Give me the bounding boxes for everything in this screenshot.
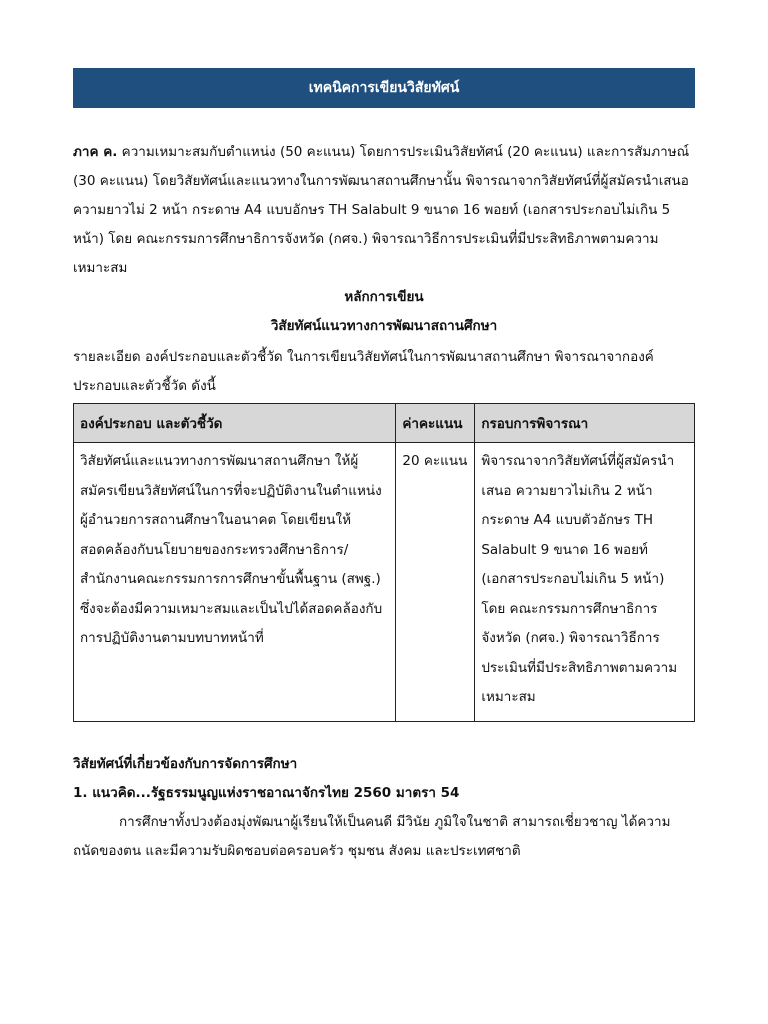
principles-title: หลักการเขียน: [344, 289, 424, 305]
table-header-row: [74, 404, 695, 443]
cell-criteria: พิจารณาจากวิสัยทัศน์ที่ผู้สมัครนำเสนอ ความยาวไม่เกิน 2 หน้า กระดาษ A4 แบบตัวอักษร TH Salabult 9 ขนาด 16 พอยท์ (เอกสารประกอบไม่เกิน 5 หน้า) โดย คณะกรรมการศึกษาธิการจังหวัด (กศจ.) พิจารณาวิธีการประเมินที่มีประสิทธิภาพตามความเหมาะสม: [475, 443, 695, 722]
banner-title: เทคนิคการเขียนวิสัยทัศน์: [308, 80, 460, 96]
document-page: [73, 68, 695, 866]
header-criteria: กรอบการพิจารณา: [475, 404, 695, 443]
intro-lead: ภาค ค.: [73, 144, 118, 160]
header-score: ค่าคะแนน: [396, 404, 475, 443]
cell-component: วิสัยทัศน์และแนวทางการพัฒนาสถานศึกษา ให้ผู้สมัครเขียนวิสัยทัศน์ในการที่จะปฏิบัติงานในตำแหน่งผู้อำนวยการสถานศึกษาในอนาคต โดยเขียนให้สอดคล้องกับนโยบายของกระทรวงศึกษาธิการ/สำนักงานคณะกรรมการการศึกษาขั้นพื้นฐาน (สพฐ.) ซึ่งจะต้องมีความเหมาะสมและเป็นไปได้สอดคล้องกับการปฏิบัติงานตามบทบาทหน้าที่: [74, 443, 396, 722]
section-heading: วิสัยทัศน์ที่เกี่ยวข้องกับการจัดการศึกษา: [73, 755, 298, 772]
intro-paragraph: [73, 138, 695, 283]
intro-text: ความเหมาะสมกับตำแหน่ง (50 คะแนน) โดยการประเมินวิสัยทัศน์ (20 คะแนน) และการสัมภาษณ์ (30 คะแนน) โดยวิสัยทัศน์และแนวทางในการพัฒนาสถานศึกษานั้น พิจารณาจากวิสัยทัศน์ที่ผู้สมัครนำเสนอความยาวไม่ 2 หน้า กระดาษ A4 แบบอักษร TH Salabult 9 ขนาด 16 พอยท์ (เอกสารประกอบไม่เกิน 5 หน้า) โดย คณะกรรมการศึกษาธิการจังหวัด (กศจ.) พิจารณาวิธีการประเมินที่มีประสิทธิภาพตามความเหมาะสม: [73, 144, 690, 276]
principles-subtitle: วิสัยทัศน์แนวทางการพัฒนาสถานศึกษา: [270, 318, 498, 334]
criteria-table: [73, 403, 695, 722]
page-banner: [73, 68, 695, 108]
section-body: การศึกษาทั้งปวงต้องมุ่งพัฒนาผู้เรียนให้เป็นคนดี มีวินัย ภูมิใจในชาติ สามารถเชี่ยวชาญ ได้ความถนัดของตน และมีความรับผิดชอบต่อครอบครัว ชุมชน สังคม และประเทศชาติ: [73, 813, 671, 859]
table-row: [74, 443, 695, 722]
cell-score: 20 คะแนน: [396, 443, 475, 722]
principles-detail: รายละเอียด องค์ประกอบและตัวชี้วัด ในการเขียนวิสัยทัศน์ในการพัฒนาสถานศึกษา พิจารณาจากองค์ประกอบและตัวชี้วัด ดังนี้: [73, 349, 654, 394]
section-subheading: 1. แนวคิด...รัฐธรรมนูญแห่งราชอาณาจักรไทย 2560 มาตรา 54: [73, 784, 460, 801]
header-component: องค์ประกอบ และตัวชี้วัด: [74, 404, 396, 443]
